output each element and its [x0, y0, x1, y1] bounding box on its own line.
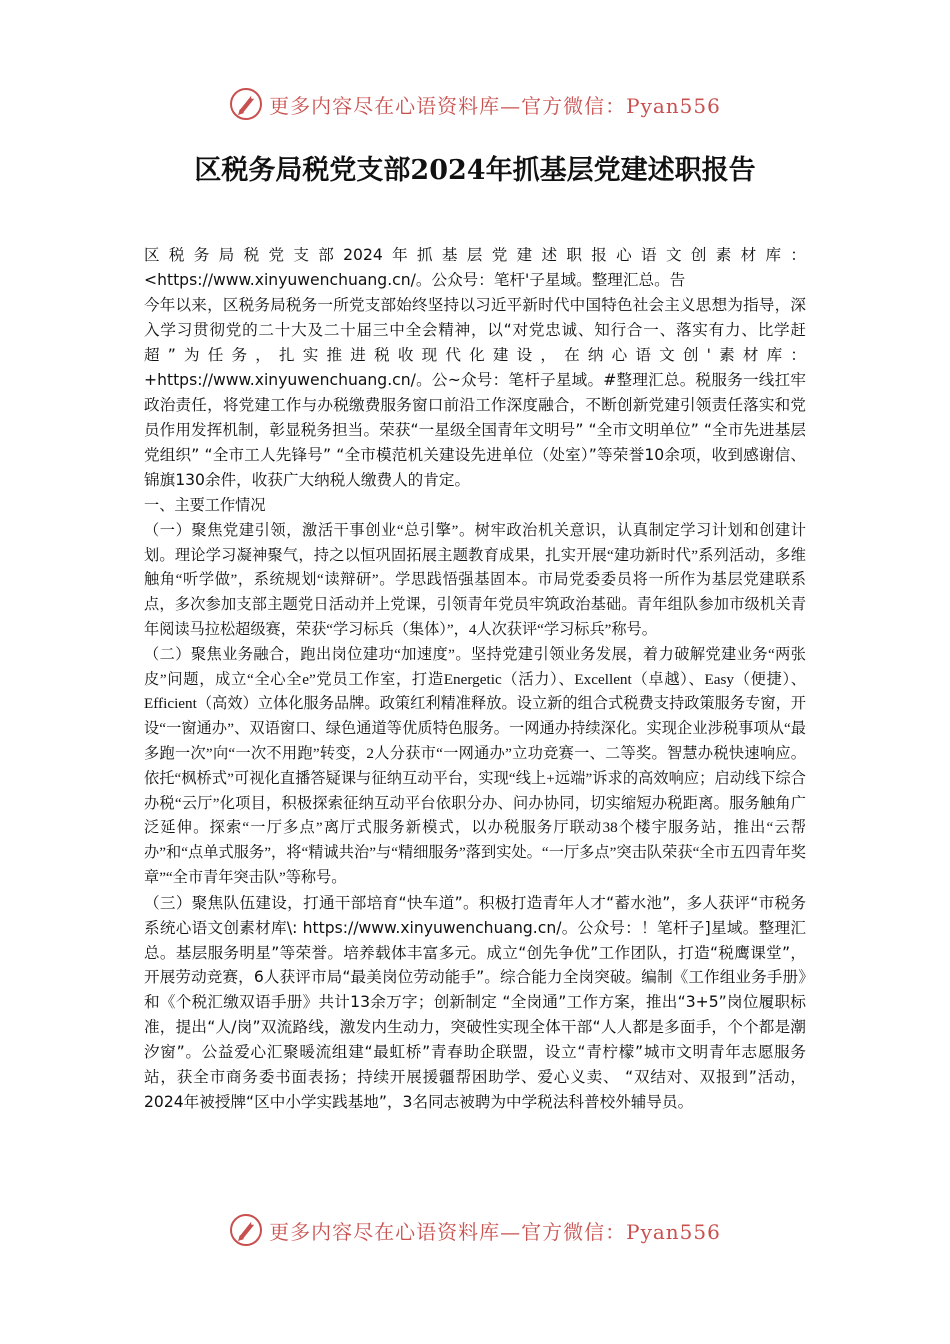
- summary-paragraph: 今年以来，区税务局税务一所党支部始终坚持以习近平新时代中国特色社会主义思想为指导，深入学习贯彻党的二十大及二十届三中全会精神，以“对党忠诚、知行合一、落实有力、比学赶超”为任务，扎实推进税收现代化建设，在纳心语文创'素材库：+https://www.xinyuwenchuang.cn/。公~众号：笔杆子星域。#整理汇总。税服务一线扛牢政治责任，将党建工作与办税缴费服务窗口前沿工作深度融合，不断创新党建引领责任落实和党员作用发挥机制，彰显税务担当。荣获“一星级全国青年文明号” “全市文明单位” “全市先进基层党组织” “全市工人先锋号” “全市模范机关建设先进单位（处室）”等荣誉10余项，收到感谢信、锦旗130余件，收获广大纳税人缴费人的肯定。: [144, 296, 806, 489]
- section-2-paragraph: （二）聚焦业务融合，跑出岗位建功“加速度”。坚持党建引领业务发展，着力破解党建业务“两张皮”问题，成立“全心全e”党员工作室，打造Energetic（活力）、Excellent（卓越）、Easy（便捷）、Efficient（高效）立体化服务品牌。政策红利精准释放。设立新的组合式税费支持政策服务专窗，开设“一窗通办”、双语窗口、绿色通道等优质特色服务。一网通办持续深化。实现企业涉税事项从“最多跑一次”向“一次不用跑”转变，2人分获市“一网通办”立功竞赛一、二等奖。智慧办税快速响应。依托“枫桥式”可视化直播答疑课与征纳互动平台，实现“线上+远端”诉求的高效响应；启动线下综合办税“云厅”化项目，积极探索征纳互动平台依职分办、问办协同，切实缩短办税距离。服务触角广泛延伸。探索“一厅多点”离厅式服务新模式，以办税服务厅联动38个楼宇服务站，推出“云帮办”和“点单式服务”，将“精诚共治”与“精细服务”落到实处。“一厅多点”突击队荣获“全市五四青年奖章”“全市青年突击队”等称号。: [144, 645, 806, 886]
- section-1-paragraph: （一）聚焦党建引领，激活干事创业“总引擎”。树牢政治机关意识，认真制定学习计划和创建计划。理论学习凝神聚气，持之以恒巩固拓展主题教育成果，扎实开展“建功新时代”系列活动，多维触角“听学做”，系统规划“读辩研”。学思践悟强基固本。市局党委委员将一所作为基层党建联系点，多次参加支部主题党日活动并上党课，引领青年党员牢筑政治基础。青年组队参加市级机关青年阅读马拉松超级赛，荣获“学习标兵（集体）”，4人次获评“学习标兵”称号。: [144, 521, 806, 638]
- pen-nib-logo-icon: [229, 87, 263, 121]
- section-3-paragraph: （三）聚焦队伍建设，打通干部培育“快车道”。积极打造青年人才“蓄水池”，多人获评“市税务系统心语文创素材库\: https://www.xinyuwenchuang.cn/。公众号：！笔杆子]星域。整理汇总。基层服务明星”等荣誉。培养载体丰富多元。成立“创先争优”工作团队，打造“税鹰课堂”，开展劳动竞赛，6人获评市局“最美岗位劳动能手”。综合能力全岗突破。编制《工作组业务手册》和《个税汇缴双语手册》共计13余万字；创新制定 “全岗通”工作方案，推出“3+5”岗位履职标准，提出“人/岗”双流路线，激发内生动力，突破性实现全体干部“人人都是多面手，个个都是潮汐窗”。公益爱心汇聚暖流组建“最虹桥”青春助企联盟，设立“青柠檬”城市文明青年志愿服务站，获全市商务委书面表扬；持续开展援疆帮困助学、爱心义卖、 “双结对、双报到”活动，2024年被授牌“区中小学实践基地”，3名同志被聘为中学税法科普校外辅导员。: [144, 893, 806, 1111]
- document-body: [144, 243, 806, 1193]
- footer-banner: [0, 1210, 950, 1250]
- banner-text: 更多内容尽在心语资料库—官方微信：Pyan556: [269, 93, 721, 118]
- section-heading: 一、主要工作情况: [144, 497, 266, 514]
- header-banner: [0, 84, 950, 124]
- document-title: 区税务局税党支部2024年抓基层党建述职报告: [194, 155, 756, 186]
- pen-nib-logo-icon: [229, 1213, 263, 1247]
- intro-paragraph: 区税务局税党支部2024年抓基层党建述职报心语文创素材库：<https://www.xinyuwenchuang.cn/。公众号：笔杆'子星域。整理汇总。告: [144, 246, 806, 289]
- banner-text: 更多内容尽在心语资料库—官方微信：Pyan556: [269, 1219, 721, 1244]
